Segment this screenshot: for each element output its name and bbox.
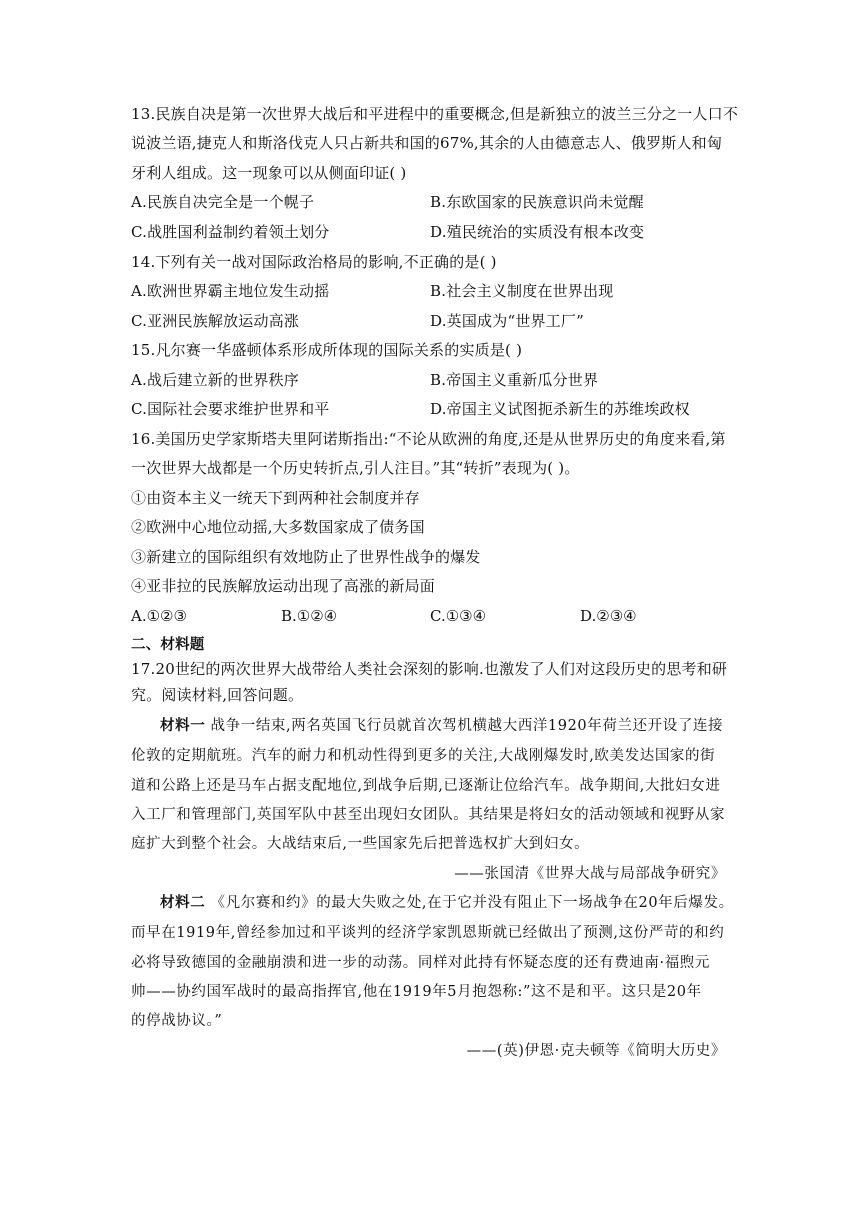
- q13-option-a: A.民族自决完全是一个幌子: [131, 193, 315, 211]
- q16-statement-1: ①由资本主义一统天下到两种社会制度并存: [131, 489, 420, 507]
- q13-stem-line-2: 说波兰语,捷克人和斯洛伐克人只占新共和国的67%,其余的人由德意志人、俄罗斯人和匈: [131, 134, 723, 152]
- q16-statement-2: ②欧洲中心地位动摇,大多数国家成了债务国: [131, 518, 425, 536]
- q13-stem-line-3: 牙利人组成。这一现象可以从侧面印证( ): [131, 164, 407, 182]
- q14-option-b: B.社会主义制度在世界出现: [430, 282, 614, 300]
- q16-stem-line-1: 16.美国历史学家斯塔夫里阿诺斯指出:“不论从欧洲的角度,还是从世界历史的角度来看,第: [131, 430, 726, 448]
- q13-option-b: B.东欧国家的民族意识尚未觉醒: [430, 193, 644, 211]
- q15-option-d: D.帝国主义试图扼杀新生的苏维埃政权: [430, 400, 690, 418]
- material-1-label: 材料一: [160, 717, 206, 734]
- q14-option-c: C.亚洲民族解放运动高涨: [131, 312, 300, 330]
- material-1-source: ——张国清《世界大战与局部战争研究》: [454, 866, 726, 882]
- q15-stem: 15.凡尔赛一华盛顿体系形成所体现的国际关系的实质是( ): [131, 341, 523, 359]
- material-2-first-text: 《凡尔赛和约》的最大失败之处,在于它并没有阻止下一场战争在20年后爆发。: [205, 895, 734, 911]
- q15-option-c: C.国际社会要求维护世界和平: [131, 400, 330, 418]
- material-2-line-2: 而早在1919年,曾经参加过和平谈判的经济学家凯恩斯就已经做出了预测,这份严苛的和约: [131, 925, 725, 941]
- q15-option-b: B.帝国主义重新瓜分世界: [430, 371, 599, 389]
- q13-stem-line-1: 13.民族自决是第一次世界大战后和平进程中的重要概念,但是新独立的波兰三分之一人口不: [131, 105, 739, 123]
- material-2-line-4: 帅——协约国军战时的最高指挥官,他在1919年5月抱怨称:”这不是和平。这只是20年: [131, 984, 702, 1000]
- section-heading: 二、材料题: [131, 637, 205, 653]
- material-2-label: 材料二: [160, 894, 206, 911]
- material-2-line-5: 的停战协议。”: [131, 1013, 223, 1029]
- q14-option-a: A.欧洲世界霸主地位发生动摇: [131, 282, 330, 300]
- q17-stem-line-1: 17.20世纪的两次世界大战带给人类社会深刻的影响.也激发了人们对这段历史的思考和研: [131, 660, 728, 678]
- q16-option-c: C.①③④: [430, 607, 487, 625]
- q14-stem: 14.下列有关一战对国际政治格局的影响,不正确的是( ): [131, 253, 497, 271]
- material-1-first-text: 战争一结束,两名英国飞行员就首次驾机横越大西洋1920年荷兰还开设了连接: [205, 718, 724, 734]
- material-2-source: ——(英)伊恩·克夫顿等《简明大历史》: [466, 1043, 726, 1059]
- material-1-line-4: 入工厂和管理部门,英国军队中甚至出现妇女团队。其结果是将妇女的活动领域和视野从家: [131, 807, 726, 823]
- q16-statement-3: ③新建立的国际组织有效地防止了世界性战争的爆发: [131, 548, 481, 566]
- material-1-line-2: 伦敦的定期航班。汽车的耐力和机动性得到更多的关注,大战刚爆发时,欧美发达国家的街: [131, 748, 716, 764]
- q16-option-b: B.①②④: [281, 607, 338, 625]
- q16-option-d: D.②③④: [580, 607, 637, 625]
- material-1-first-line: [160, 716, 723, 736]
- q17-stem-line-2: 究。阅读材料,回答问题。: [131, 686, 304, 704]
- q14-option-d: D.英国成为“世界工厂”: [430, 312, 584, 330]
- q16-option-a: A.①②③: [131, 607, 187, 625]
- q16-stem-line-2: 一次世界大战都是一个历史转折点,引人注目。”其“转折”表现为( )。: [131, 459, 580, 477]
- q16-statement-4: ④亚非拉的民族解放运动出现了高涨的新局面: [131, 577, 436, 595]
- material-2-line-3: 必将导致德国的金融崩溃和进一步的动荡。同样对此持有怀疑态度的还有费迪南·福煦元: [131, 955, 711, 971]
- material-1-line-5: 庭扩大到整个社会。大战结束后,一些国家先后把普选权扩大到妇女。: [131, 836, 590, 852]
- q13-option-d: D.殖民统治的实质没有根本改变: [430, 223, 645, 241]
- q13-option-c: C.战胜国利益制约着领土划分: [131, 223, 330, 241]
- material-1-line-3: 道和公路上还是马车占据支配地位,到战争后期,已逐渐让位给汽车。战争期间,大批妇女进: [131, 778, 721, 794]
- material-2-first-line: [160, 893, 734, 913]
- q15-option-a: A.战后建立新的世界秩序: [131, 371, 300, 389]
